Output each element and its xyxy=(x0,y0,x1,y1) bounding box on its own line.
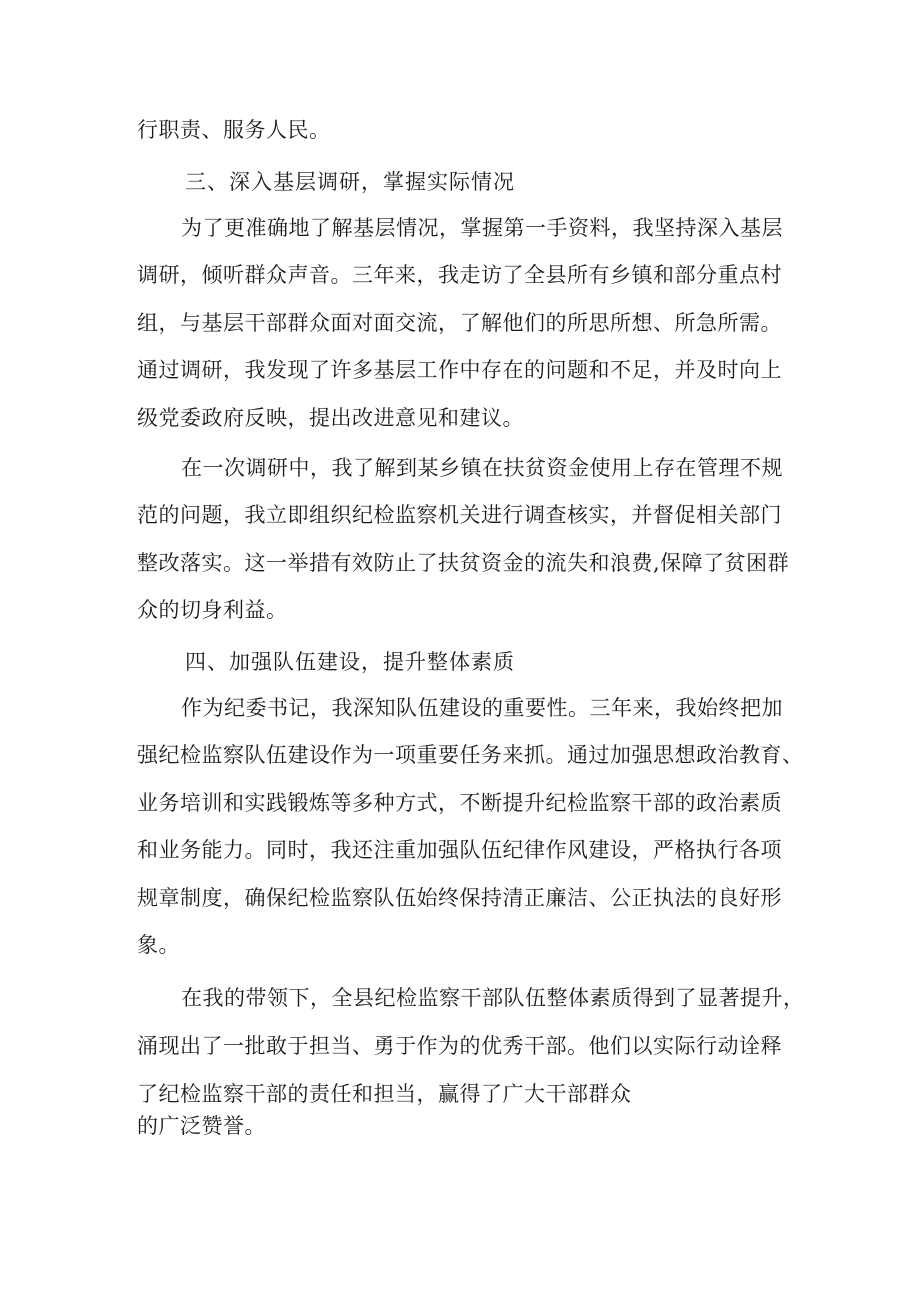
paragraph-line: 强纪检监察队伍建设作为一项重要任务来抓。通过加强思想政治教育、 xyxy=(137,743,804,767)
paragraph-line: 和业务能力。同时，我还注重加强队伍纪律作风建设，严格执行各项 xyxy=(137,838,782,862)
paragraph-line: 通过调研，我发现了许多基层工作中存在的问题和不足，并及时向上 xyxy=(137,358,782,382)
paragraph-line: 范的问题，我立即组织纪检监察机关进行调查核实，并督促相关部门 xyxy=(137,503,782,527)
paragraph-line: 作为纪委书记，我深知队伍建设的重要性。三年来，我始终把加 xyxy=(181,696,783,720)
paragraph-line: 调研，倾听群众声音。三年来，我走访了全县所有乡镇和部分重点村 xyxy=(137,263,782,287)
paragraph-line: 组，与基层干部群众面对面交流，了解他们的所思所想、所急所需。 xyxy=(137,311,782,335)
paragraph-line: 了纪检监察干部的责任和担当，赢得了广大干部群众 xyxy=(137,1082,632,1106)
paragraph-line: 为了更准确地了解基层情况，掌握第一手资料，我坚持深入基层 xyxy=(181,216,783,240)
paragraph-line: 在一次调研中，我了解到某乡镇在扶贫资金使用上存在管理不规 xyxy=(181,456,783,480)
paragraph-line: 行职责、服务人民。 xyxy=(137,118,331,142)
paragraph-line: 象。 xyxy=(137,933,180,957)
paragraph-line: 规章制度，确保纪检监察队伍始终保持清正廉洁、公正执法的良好形 xyxy=(137,886,782,910)
paragraph-line: 业务培训和实践锻炼等多种方式，不断提升纪检监察干部的政治素质 xyxy=(137,791,782,815)
paragraph-line: 涌现出了一批敢于担当、勇于作为的优秀干部。他们以实际行动诠释 xyxy=(137,1034,782,1058)
section-heading: 四、加强队伍建设，提升整体素质 xyxy=(185,650,515,674)
paragraph-line: 在我的带领下，全县纪检监察干部队伍整体素质得到了显著提升， xyxy=(181,986,805,1010)
paragraph-line: 级党委政府反映，提出改进意见和建议。 xyxy=(137,406,524,430)
paragraph-line: 整改落实。这一举措有效防止了扶贫资金的流失和浪费,保障了贫困群 xyxy=(137,551,790,575)
section-heading: 三、深入基层调研，掌握实际情况 xyxy=(185,170,515,194)
paragraph-line: 众的切身利益。 xyxy=(137,598,288,622)
paragraph-line: 的广泛赞誉。 xyxy=(137,1114,266,1138)
